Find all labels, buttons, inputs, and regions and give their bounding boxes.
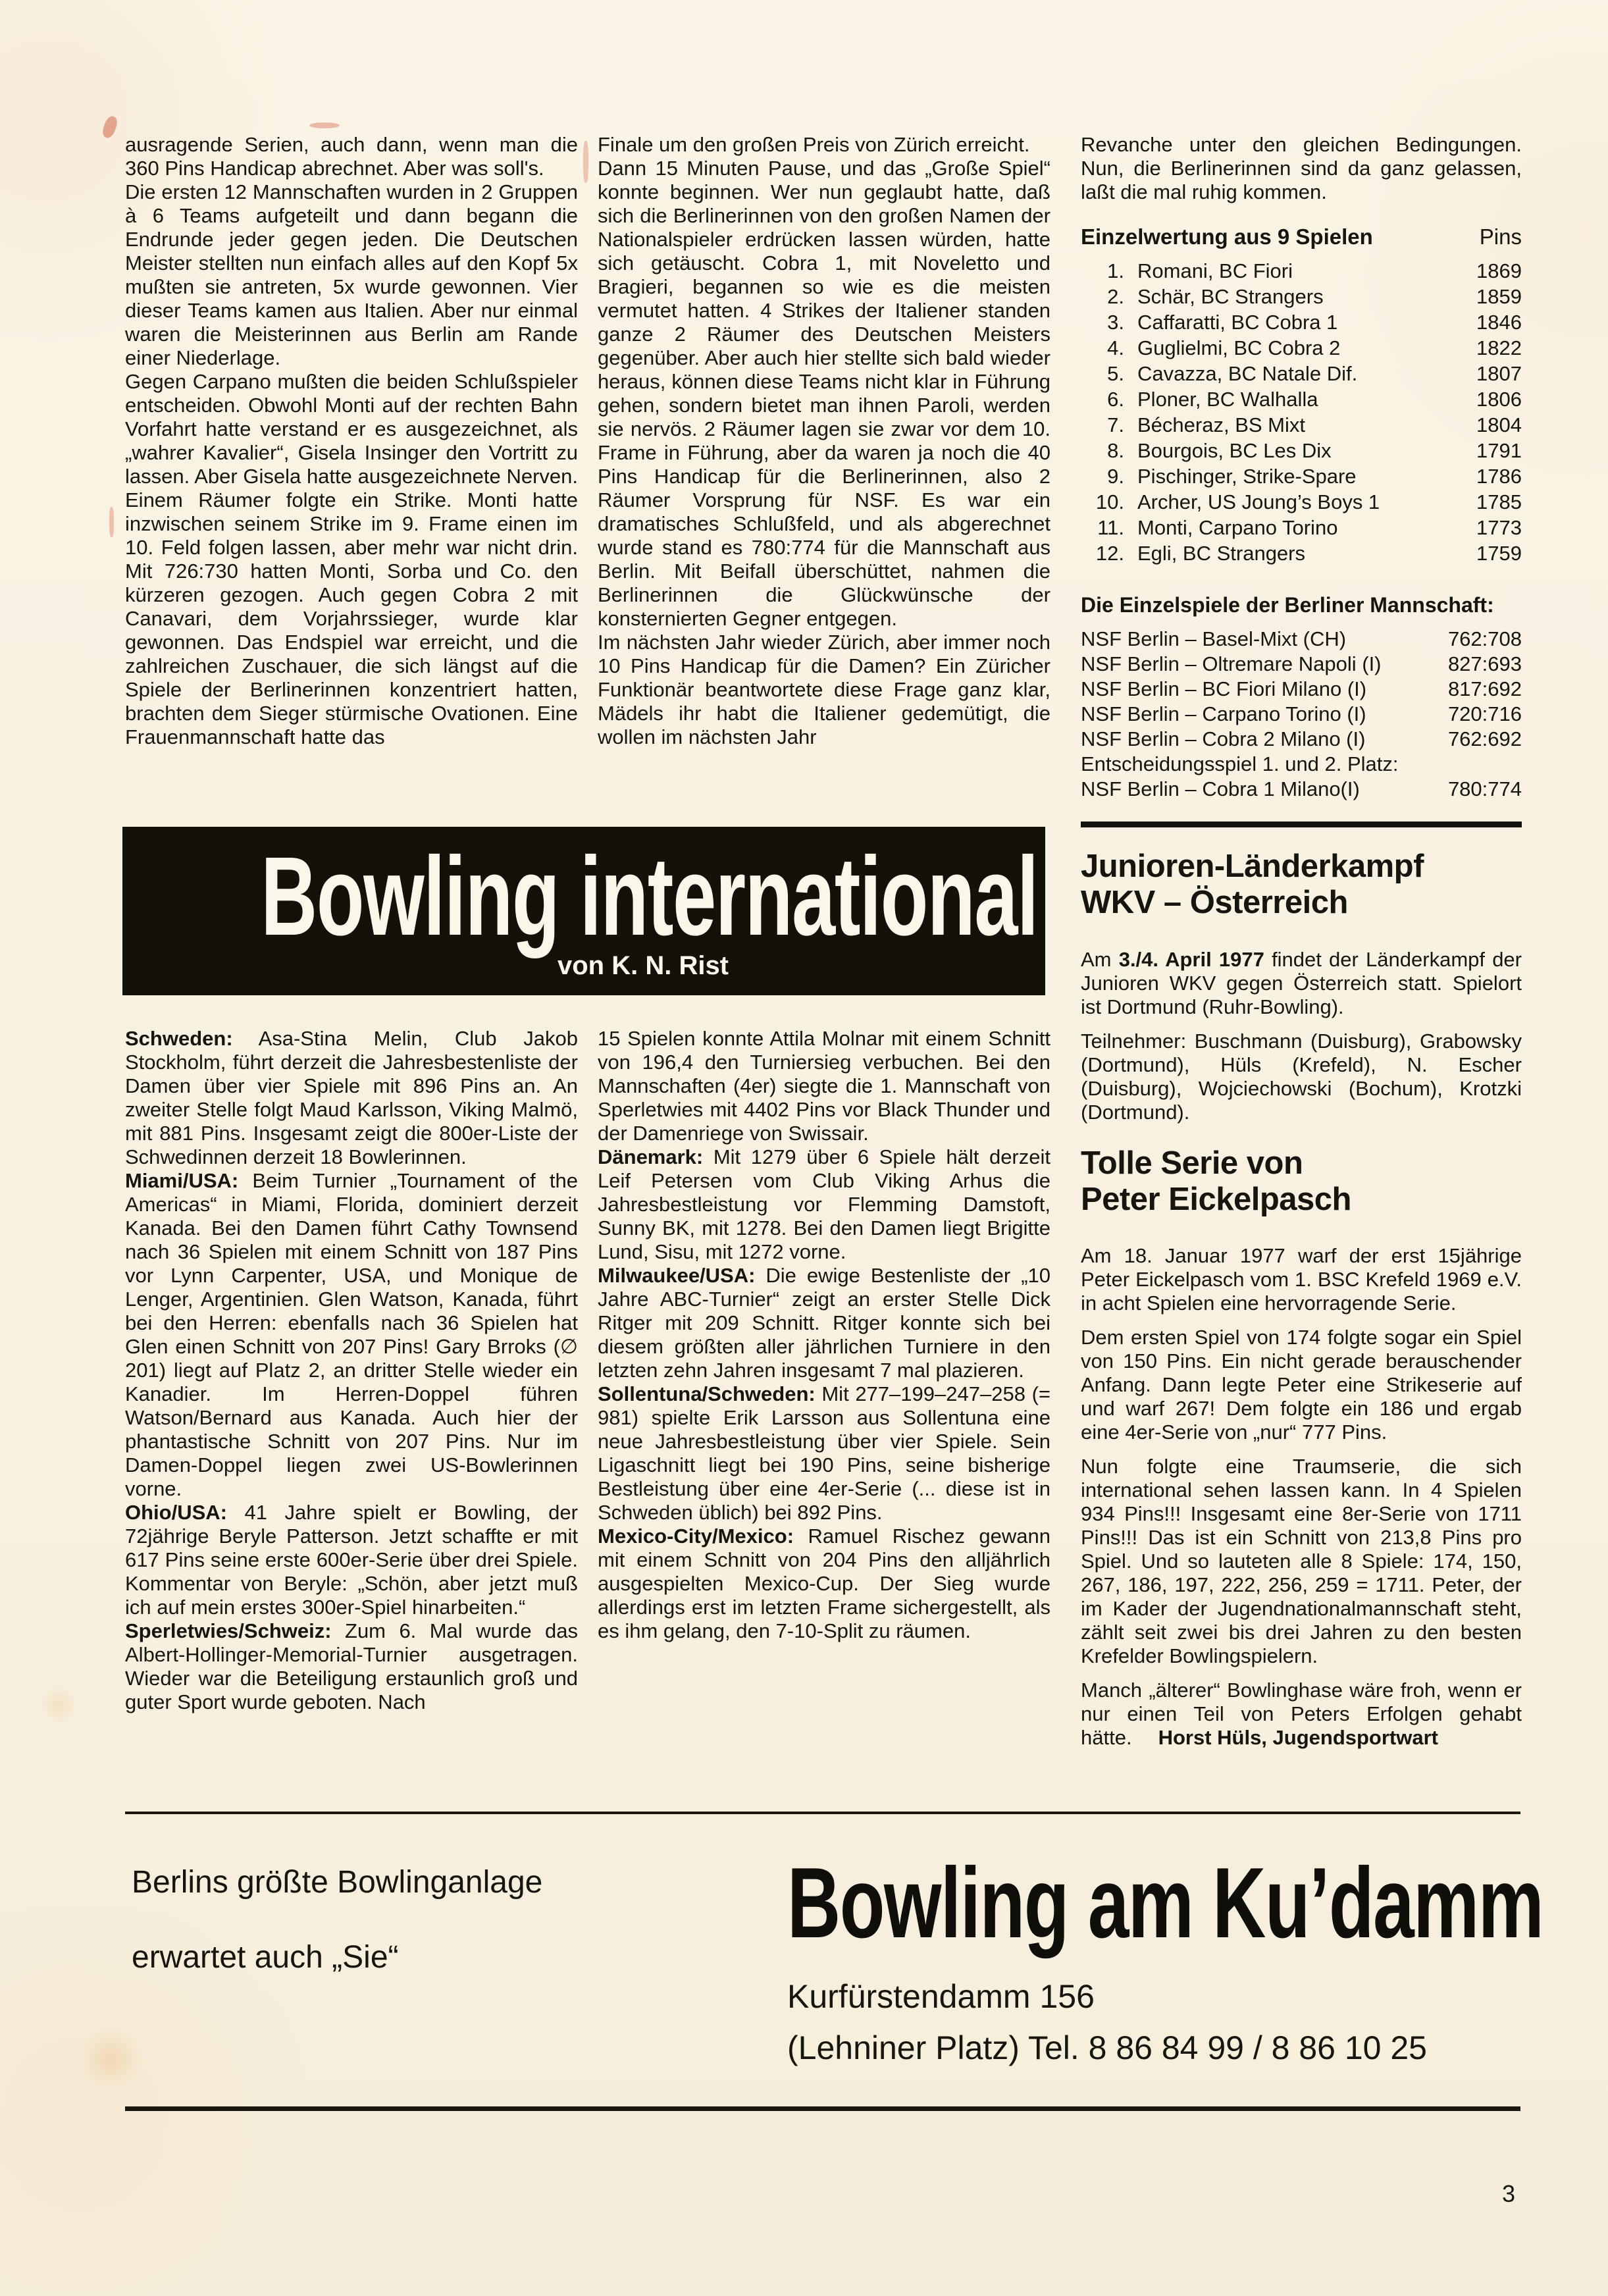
- ranking-row: [1081, 284, 1522, 309]
- news-lead: Miami/USA:: [125, 1169, 239, 1192]
- match-row: [1081, 727, 1522, 752]
- score-cell: 762:708: [1447, 627, 1522, 650]
- paper-speck: [109, 507, 114, 537]
- pins-cell: 1785: [1476, 490, 1522, 513]
- score-cell: 780:774: [1447, 777, 1522, 800]
- author-signature: Horst Hüls, Jugendsportwart: [1158, 1726, 1438, 1750]
- news-lead: Schweden:: [125, 1027, 233, 1050]
- score-cell: 720:716: [1447, 702, 1522, 725]
- paragraph: Dann 15 Minuten Pause, und das „Große Spiel“ konnte beginnen. Wer nun geglaubt hatte, daß sich die Berlinerinnen von den großen Namen der Nationalspieler erdrücken lassen würden, hatte sich getäuscht. Cobra 1, mit Noveletto und Bragieri, begannen so wie es die meisten vermutet hatten. 4 Strikes der Italiener standen ganze 2 Räumer des Deutschen Meisters gegenüber. Aber auch hier stellte sich bald wieder heraus, können diese Teams nicht klar in Führung gehen, sondern bietet man ihnen Paroli, werden sie nervös. 2 Räumer lagen sie zwar vor dem 10. Frame in Führung, aber da waren ja noch die 40 Pins Handicap für die Berlinerinnen, also 2 Räumer Vorsprung für NSF. Es war ein dramatisches Schlußfeld, und als abgerechnet wurde stand es 780:774 für die Mannschaft aus Berlin. Mit Beifall überschüttet, nahmen die Berlinerinnen die Glückwünsche der konsternierten Gegner entgegen.: [598, 157, 1050, 630]
- berlin-games-title: Die Einzelspiele der Berliner Mannschaft:: [1081, 593, 1494, 617]
- news-text: Mit 277–199–247–258 (= 981) spielte Erik Larsson aus Sollentuna eine neue Jahresbestleistung über vier Spiele. Sein Ligaschnitt liegt bei 190 Pins, seine bisherige Bestleistung über eine 4er-Serie (... diese ist in Schweden üblich) bei 892 Pins.: [598, 1382, 1050, 1524]
- score-cell: 827:693: [1447, 652, 1522, 675]
- news-text: Ramuel Rischez gewann mit einem Schnitt von 204 Pins den alljährlich ausgespielten Mexico-Cup. Der Sieg wurde allerdings erst im letzten Frame sichergestellt, als es ihm gelang, den 7-10-Split zu räumen.: [598, 1525, 1050, 1642]
- paragraph: ausragende Serien, auch dann, wenn man die 360 Pins Handicap abrechnet. Aber was soll's.: [125, 133, 578, 180]
- match-row: [1081, 777, 1522, 802]
- news-text: 15 Spielen konnte Attila Molnar mit einem Schnitt von 196,4 den Turniersieg verbuchen. Bei den Mannschaften (4er) siegte die 1. Mannschaft von Sperletwies mit 4402 Pins vor Black Thunder und der Damenriege von Swissair.: [598, 1027, 1050, 1145]
- paper-speck: [583, 141, 588, 183]
- ranking-row: [1081, 438, 1522, 463]
- ranking-row: [1081, 335, 1522, 361]
- date-bold: 3./4. April 1977: [1118, 947, 1264, 971]
- news-text: 41 Jahre spielt er Bowling, der 72jährige Beryle Patterson. Jetzt schaffte er mit 617 Pins seine erste 600er-Serie über drei Spiele. Kommentar von Beryle: „Schön, aber jetzt muß ich auf mein erstes 300er-Spiel hinarbeiten.“: [125, 1501, 578, 1619]
- player-cell: Ploner, BC Walhalla: [1137, 388, 1318, 411]
- player-cell: Bécheraz, BS Mixt: [1137, 413, 1305, 436]
- ranking-table: [1081, 258, 1522, 566]
- ranking-row: [1081, 412, 1522, 438]
- news-lead: Ohio/USA:: [125, 1501, 227, 1524]
- match-cell: NSF Berlin – Cobra 1 Milano(I): [1081, 777, 1360, 800]
- pins-cell: 1806: [1476, 388, 1522, 411]
- ranking-row: [1081, 489, 1522, 515]
- player-cell: Monti, Carpano Torino: [1137, 516, 1338, 539]
- pins-cell: 1786: [1476, 465, 1522, 488]
- rank-cell: 10.: [1095, 490, 1124, 513]
- peter-serie-heading-line2: Peter Eickelpasch: [1081, 1181, 1351, 1217]
- pins-cell: 1822: [1476, 336, 1522, 359]
- paper-speck: [79, 2027, 142, 2091]
- rank-cell: 6.: [1107, 388, 1124, 411]
- berlin-games-table: [1081, 627, 1522, 802]
- ad-bottom-rule: [125, 2106, 1520, 2111]
- results-column: [1081, 133, 1522, 1750]
- match-cell: NSF Berlin – Basel-Mixt (CH): [1081, 627, 1347, 650]
- rank-cell: 8.: [1107, 439, 1124, 462]
- news-item: [598, 1525, 1050, 1643]
- player-cell: Bourgois, BC Les Dix: [1137, 439, 1332, 462]
- article-column-2: [598, 133, 1050, 749]
- pins-cell: 1846: [1476, 311, 1522, 334]
- paragraph: Dem ersten Spiel von 174 folgte sogar ein Spiel von 150 Pins. Ein nicht gerade berauschender Anfang. Dann legte Peter eine Strikeserie auf und warf 267! Dem folgte ein 186 und ergab eine 4er-Serie von „nur“ 777 Pins.: [1081, 1326, 1522, 1444]
- ranking-row: [1081, 386, 1522, 412]
- player-cell: Romani, BC Fiori: [1137, 259, 1293, 282]
- news-text: Asa-Stina Melin, Club Jakob Stockholm, führt derzeit die Jahresbestenliste der Damen über vier Spiele mit 896 Pins an. An zweiter Stelle folgt Maud Karlsson, Viking Malmö, mit 881 Pins. Insgesamt zeigt die 800er-Liste der Schwedinnen derzeit 18 Bowlerinnen.: [125, 1027, 578, 1168]
- pins-cell: 1791: [1476, 439, 1522, 462]
- news-item: [598, 1145, 1050, 1264]
- ad-main: [787, 1840, 1543, 2074]
- ad-slogan-line1: Berlins größte Bowlinganlage: [132, 1865, 543, 1900]
- paragraph: Im nächsten Jahr wieder Zürich, aber immer noch 10 Pins Handicap für die Damen? Ein Züricher Funktionär beantwortete diese Frage ganz klar, Mädels ihr habt die Italiener gedemütigt, die wollen im nächsten Jahr: [598, 631, 1050, 748]
- paragraph: Gegen Carpano mußten die beiden Schlußspieler entscheiden. Obwohl Monti auf der rechten Bahn Vorfahrt hatte verstand er es ausgezeichnet, als „wahrer Kavalier“, Gisela Insinger den Vortritt zu lassen. Aber Gisela hatte ausgezeichnete Nerven. Einem Räumer folgte ein Strike. Monti hatte inzwischen seinem Strike im 9. Frame einen im 10. Feld folgen lassen, aber mehr war nicht drin. Mit 726:730 hatten Monti, Sorba und Co. den kürzeren gezogen. Auch gegen Cobra 2 mit Canavari, dem Vorjahrssieger, wurde klar gewonnen. Das Endspiel war erreicht, und die zahlreichen Zuschauer, die sich längst auf die Spiele der Berlinerinnen konzentriert hatten, brachten dem Sieger stürmische Ovationen. Eine Frauenmannschaft hatte das: [125, 370, 578, 748]
- banner-byline: von K. N. Rist: [557, 951, 729, 980]
- news-lead: Mexico-City/Mexico:: [598, 1525, 794, 1548]
- match-row: [1081, 702, 1522, 727]
- news-text: Zum 6. Mal wurde das Albert-Hollinger-Memorial-Turnier ausgetragen. Wieder war die Beteiligung erstaunlich groß und guter Sport wurde geboten. Nach: [125, 1619, 578, 1713]
- paragraph: Nun folgte eine Traumserie, die sich international sehen lassen kann. In 4 Spielen 934 Pins!!! Insgesamt eine 8er-Serie von 1711 Pins!!! Das ist ein Schnitt von 213,8 Pins pro Spiel. Und so lauteten alle 8 Spiele: 174, 150, 267, 186, 197, 222, 256, 259 = 1711. Peter, der im Kader der Jugendnationalmannschaft steht, zählt seit zwei bis drei Jahren zu den besten Krefelder Bowlingspielern.: [1081, 1455, 1522, 1668]
- paragraph: Am 18. Januar 1977 warf der erst 15jährige Peter Eickelpasch vom 1. BSC Krefeld 1969 e.V. in acht Spielen eine hervorragende Serie.: [1081, 1244, 1522, 1315]
- ranking-row: [1081, 309, 1522, 335]
- rank-cell: 4.: [1107, 336, 1124, 359]
- ad-address: [787, 1971, 1538, 2074]
- ranking-row: [1081, 463, 1522, 489]
- text-run: Manch „älterer“ Bowlinghase wäre froh, wenn er nur einen Teil von Peters Erfolgen gehabt hätte.: [1081, 1679, 1522, 1750]
- match-row: [1081, 627, 1522, 652]
- ranking-unit-label: Pins: [1479, 224, 1522, 249]
- player-cell: Guglielmi, BC Cobra 2: [1137, 336, 1341, 359]
- junioren-body: [1081, 948, 1522, 1124]
- international-column-2: [598, 1027, 1050, 1643]
- peter-serie-heading: [1081, 1145, 1522, 1218]
- pins-cell: 1804: [1476, 413, 1522, 436]
- pins-cell: 1807: [1476, 362, 1522, 385]
- news-item: [125, 1619, 578, 1714]
- rank-cell: 1.: [1107, 259, 1124, 282]
- player-cell: Cavazza, BC Natale Dif.: [1137, 362, 1358, 385]
- player-cell: Egli, BC Strangers: [1137, 542, 1305, 565]
- section-banner: [122, 827, 1045, 995]
- paragraph: [1081, 1679, 1522, 1750]
- player-cell: Schär, BC Strangers: [1137, 285, 1324, 308]
- banner-title: Bowling international: [261, 834, 1038, 959]
- paragraph: Revanche unter den gleichen Bedingungen. Nun, die Berlinerinnen sind da ganz gelassen, laßt die mal ruhig kommen.: [1081, 133, 1522, 203]
- ad-slogan-line2: erwartet auch „Sie“: [132, 1940, 399, 1975]
- ranking-row: [1081, 515, 1522, 540]
- rank-cell: 9.: [1107, 465, 1124, 488]
- paragraph: [1081, 948, 1522, 1019]
- ad-slogan: [132, 1864, 542, 1976]
- ad-address-phone: (Lehniner Platz) Tel. 8 86 84 99 / 8 86 10 25: [787, 2029, 1427, 2066]
- rank-cell: 3.: [1107, 311, 1124, 334]
- paper-speck: [101, 115, 120, 140]
- news-item: [125, 1169, 578, 1501]
- pins-cell: 1773: [1476, 516, 1522, 539]
- rank-cell: 12.: [1095, 542, 1124, 565]
- player-cell: Pischinger, Strike-Spare: [1137, 465, 1357, 488]
- pins-cell: 1859: [1476, 285, 1522, 308]
- ranking-row: [1081, 258, 1522, 284]
- player-cell: Archer, US Joung’s Boys 1: [1137, 490, 1380, 513]
- international-column-1: [125, 1027, 578, 1714]
- ad-headline: Bowling am Ku’damm: [787, 1847, 1543, 1959]
- news-text: Mit 1279 über 6 Spiele hält derzeit Leif Petersen vom Club Viking Arhus die Jahresbestleistung vor Flemming Damstoft, Sunny BK, mit 1278. Bei den Damen liegt Brigitte Lund, Sisu, mit 1272 vorne.: [598, 1145, 1050, 1263]
- ranking-row: [1081, 540, 1522, 566]
- match-row: [1081, 752, 1522, 777]
- score-cell: 762:692: [1447, 727, 1522, 750]
- ranking-title: Einzelwertung aus 9 Spielen: [1081, 224, 1373, 249]
- match-row: [1081, 677, 1522, 702]
- news-lead: Sollentuna/Schweden:: [598, 1382, 816, 1405]
- paragraph: Die ersten 12 Mannschaften wurden in 2 Gruppen à 6 Teams aufgeteilt und dann begann die Endrunde jeder gegen jeden. Die Deutschen Meister stellten nun einfach alles auf den Kopf 5x mußten sie antreten, 5x wurde gewonnen. Vier dieser Teams kamen aus Italien. Aber nur einmal waren die Meisterinnen aus Berlin am Rande einer Niederlage.: [125, 180, 578, 369]
- pins-cell: 1759: [1476, 542, 1522, 565]
- ranking-header: [1081, 224, 1522, 250]
- rank-cell: 2.: [1107, 285, 1124, 308]
- player-cell: Caffaratti, BC Cobra 1: [1137, 311, 1338, 334]
- rank-cell: 7.: [1107, 413, 1124, 436]
- ad-address-street: Kurfürstendamm 156: [787, 1978, 1095, 2015]
- peter-serie-heading-line1: Tolle Serie von: [1081, 1145, 1303, 1181]
- match-cell: NSF Berlin – Cobra 2 Milano (I): [1081, 727, 1366, 750]
- rank-cell: 5.: [1107, 362, 1124, 385]
- paper-speck: [309, 122, 340, 128]
- rank-cell: 11.: [1097, 516, 1124, 539]
- news-text: Die ewige Bestenliste der „10 Jahre ABC-Turnier“ zeigt an erster Stelle Dick Ritger mit 209 Schnitt. Ritger konnte sich bei diesem größten aller jährlichen Turniere in den letzten zehn Jahren insgesamt 7 mal plazieren.: [598, 1264, 1050, 1382]
- match-row: [1081, 652, 1522, 677]
- page-number: 3: [1502, 2180, 1516, 2207]
- news-item: [125, 1027, 578, 1169]
- section-divider-rule: [1081, 822, 1522, 827]
- paragraph: Teilnehmer: Buschmann (Duisburg), Grabowsky (Dortmund), Hüls (Krefeld), N. Escher (Duisburg), Wojciechowski (Bochum), Krotzki (Dortmund).: [1081, 1029, 1522, 1124]
- news-item: [598, 1264, 1050, 1382]
- news-text: Beim Turnier „Tournament of the Americas“ in Miami, Florida, dominiert derzeit Kanada. Bei den Damen führt Cathy Townsend nach 36 Spielen mit einem Schnitt von 187 Pins vor Lynn Carpenter, USA, und Monique de Lenger, Argentinien. Glen Watson, Kanada, führt bei den Herren: ebenfalls nach 36 Spielen hat Glen einen Schnitt von 207 Pins! Gary Brroks (∅ 201) liegt auf Platz 2, an dritter Stelle wieder ein Kanadier. Im Herren-Doppel führen Watson/Bernard aus Kanada. Auch hier der phantastische Schnitt von 207 Pins. Nur im Damen-Doppel liegen zwei US-Bowlerinnen vorne.: [125, 1169, 578, 1500]
- match-cell: Entscheidungsspiel 1. und 2. Platz:: [1081, 752, 1399, 775]
- pins-cell: 1869: [1476, 259, 1522, 282]
- score-cell: 817:692: [1447, 677, 1522, 700]
- news-lead: Sperletwies/Schweiz:: [125, 1619, 332, 1642]
- text-run: Am: [1081, 947, 1119, 971]
- match-cell: NSF Berlin – Carpano Torino (I): [1081, 702, 1366, 725]
- junioren-heading-line2: WKV – Österreich: [1081, 885, 1348, 920]
- paragraph: Finale um den großen Preis von Zürich erreicht.: [598, 133, 1030, 156]
- ad-top-rule: [125, 1812, 1520, 1814]
- peter-serie-body: [1081, 1244, 1522, 1750]
- ranking-row: [1081, 361, 1522, 386]
- news-item: [125, 1501, 578, 1619]
- article-column-1: [125, 133, 578, 749]
- text-run: findet der Länderkampf der Junioren WKV gegen Österreich statt. Spielort ist Dortmund (Ruhr-Bowling).: [1081, 947, 1522, 1018]
- junioren-heading-line1: Junioren-Länderkampf: [1081, 848, 1424, 884]
- news-lead: Milwaukee/USA:: [598, 1264, 756, 1287]
- news-item: [598, 1382, 1050, 1525]
- match-cell: NSF Berlin – Oltremare Napoli (I): [1081, 652, 1382, 675]
- junioren-heading: [1081, 848, 1522, 921]
- paper-speck: [39, 1685, 79, 1725]
- match-cell: NSF Berlin – BC Fiori Milano (I): [1081, 677, 1367, 700]
- news-lead: Dänemark:: [598, 1145, 704, 1168]
- news-item: [598, 1027, 1050, 1145]
